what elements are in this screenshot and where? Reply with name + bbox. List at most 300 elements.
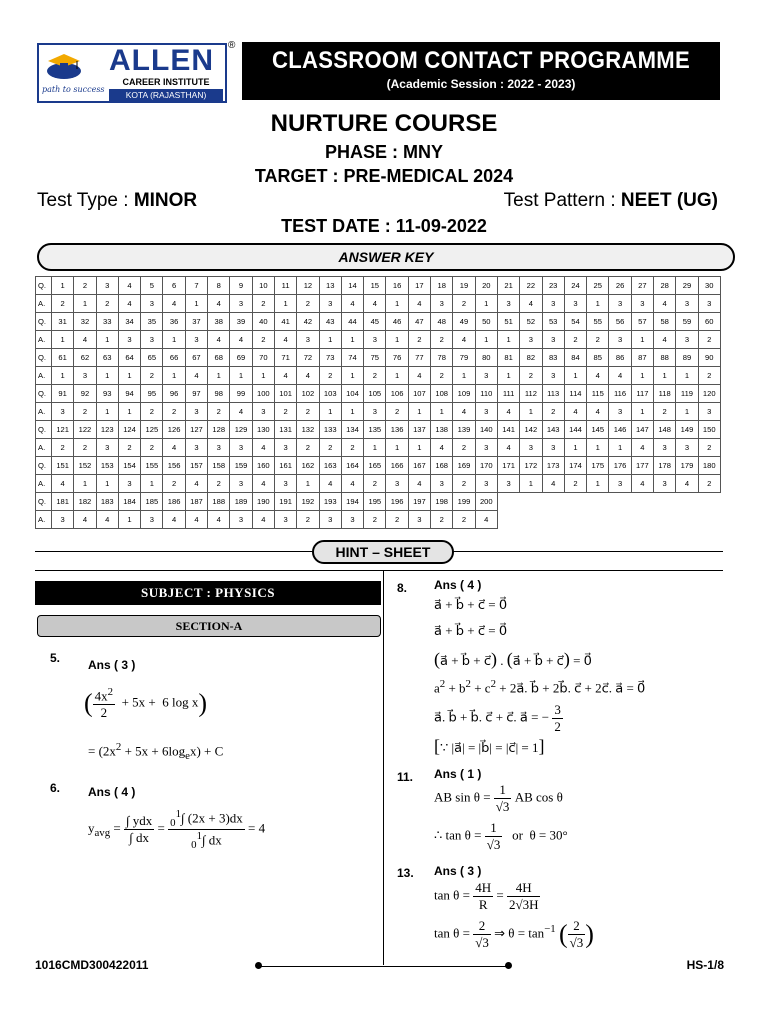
question-number-cell: 60 — [698, 313, 720, 331]
question-number-cell: 122 — [74, 421, 96, 439]
question-number-cell: 21 — [497, 277, 519, 295]
course-phase: PHASE : MNY — [324, 142, 443, 162]
answer-cell: 2 — [274, 403, 296, 421]
answer-cell: 1 — [96, 475, 118, 493]
question-number-cell: 43 — [319, 313, 341, 331]
answer-cell: 2 — [654, 403, 676, 421]
question-number-cell: 120 — [698, 385, 720, 403]
answer-cell: 3 — [542, 439, 564, 457]
answer-cell: 4 — [654, 331, 676, 349]
question-number-cell: 113 — [542, 385, 564, 403]
question-number-cell: 17 — [408, 277, 430, 295]
question-number-cell: 124 — [118, 421, 140, 439]
question-number-cell: 195 — [364, 493, 386, 511]
answer-cell: 4 — [52, 475, 74, 493]
answer-cell: 4 — [431, 439, 453, 457]
answer-cell: 4 — [497, 439, 519, 457]
answer-cell: 2 — [252, 295, 274, 313]
question-number-cell: 64 — [118, 349, 140, 367]
answer-cell: 2 — [542, 403, 564, 421]
question-number-cell: 93 — [96, 385, 118, 403]
answer-cell: 3 — [297, 331, 319, 349]
answer-cell: 1 — [96, 367, 118, 385]
empty-cell — [587, 511, 609, 529]
answer-cell: 2 — [141, 439, 163, 457]
question-number: 5. — [50, 651, 61, 665]
answer-cell: 1 — [609, 439, 631, 457]
answer-cell: 1 — [118, 367, 140, 385]
question-number-cell: 157 — [185, 457, 207, 475]
answer-cell: 1 — [408, 439, 430, 457]
question-number-cell: 150 — [698, 421, 720, 439]
question-number-cell: 95 — [141, 385, 163, 403]
answer-cell: 1 — [631, 331, 653, 349]
answer-cell: 3 — [520, 439, 542, 457]
question-number-cell: 92 — [74, 385, 96, 403]
answer-label: Ans ( 4 ) — [88, 785, 136, 799]
empty-cell — [564, 493, 586, 511]
question-number-cell: 68 — [208, 349, 230, 367]
question-number-cell: 119 — [676, 385, 698, 403]
question-row — [36, 349, 721, 367]
question-number-cell: 81 — [497, 349, 519, 367]
answer-cell: 4 — [364, 295, 386, 313]
answer-cell: 3 — [676, 295, 698, 313]
answer-cell: 3 — [520, 331, 542, 349]
question-number-cell: 118 — [654, 385, 676, 403]
question-number-cell: 184 — [118, 493, 140, 511]
answer-cell: 2 — [431, 367, 453, 385]
question-number-cell: 105 — [364, 385, 386, 403]
question-number-cell: 14 — [341, 277, 363, 295]
question-number-cell: 172 — [520, 457, 542, 475]
question-number-cell: 33 — [96, 313, 118, 331]
question-number-cell: 136 — [386, 421, 408, 439]
question-number: 13. — [397, 866, 414, 880]
answer-cell: 2 — [431, 331, 453, 349]
question-number-cell: 53 — [542, 313, 564, 331]
answer-cell: 1 — [252, 367, 274, 385]
answer-cell: 4 — [631, 439, 653, 457]
question-number-cell: 46 — [386, 313, 408, 331]
answer-cell: 2 — [208, 475, 230, 493]
answer-cell: 4 — [274, 331, 296, 349]
answer-cell: 4 — [185, 475, 207, 493]
answer-cell: 2 — [208, 403, 230, 421]
question-number-cell: 191 — [274, 493, 296, 511]
question-number-cell: 41 — [274, 313, 296, 331]
question-number-cell: 73 — [319, 349, 341, 367]
question-number-cell: 59 — [676, 313, 698, 331]
answer-cell: 3 — [185, 403, 207, 421]
answer-cell: 1 — [341, 331, 363, 349]
question-number-cell: 2 — [74, 277, 96, 295]
question-number-cell: 151 — [52, 457, 74, 475]
answer-cell: 1 — [341, 367, 363, 385]
answer-label: Ans ( 4 ) — [434, 578, 482, 592]
answer-cell: 2 — [297, 295, 319, 313]
question-number-cell: 75 — [364, 349, 386, 367]
answer-cell: 3 — [208, 439, 230, 457]
question-number-cell: 56 — [609, 313, 631, 331]
question-number-cell: 170 — [475, 457, 497, 475]
question-row — [36, 493, 721, 511]
question-row — [36, 313, 721, 331]
answer-cell: 4 — [208, 511, 230, 529]
question-number-cell: 28 — [654, 277, 676, 295]
question-number-cell: 74 — [341, 349, 363, 367]
answer-cell: 2 — [453, 295, 475, 313]
answer-cell: 2 — [698, 367, 720, 385]
mortarboard-icon — [44, 51, 84, 81]
question-number-cell: 200 — [475, 493, 497, 511]
question-number-cell: 104 — [341, 385, 363, 403]
question-number-cell: 5 — [141, 277, 163, 295]
question-number-cell: 11 — [274, 277, 296, 295]
solution-11-l1: AB sin θ = $\frac{1}{√3}$ AB cos θ — [434, 782, 563, 814]
question-number-cell: 55 — [587, 313, 609, 331]
answer-cell: 4 — [163, 439, 185, 457]
question-number-cell: 77 — [408, 349, 430, 367]
answer-cell: 4 — [252, 475, 274, 493]
question-number-cell: 70 — [252, 349, 274, 367]
question-number-cell: 32 — [74, 313, 96, 331]
answer-cell: 2 — [431, 511, 453, 529]
test-type — [37, 190, 197, 212]
answer-cell: 2 — [386, 511, 408, 529]
solution-5-step2: = $(2x^2 + 5x + 6\log_ex) + C$ — [88, 741, 224, 762]
empty-cell — [676, 511, 698, 529]
answer-cell: 1 — [52, 367, 74, 385]
question-row-label: Q. — [36, 313, 52, 331]
empty-cell — [609, 493, 631, 511]
answer-cell: 3 — [542, 367, 564, 385]
question-row — [36, 421, 721, 439]
question-number-cell: 89 — [676, 349, 698, 367]
answer-cell: 1 — [319, 331, 341, 349]
question-number-cell: 61 — [52, 349, 74, 367]
question-number-cell: 69 — [230, 349, 252, 367]
programme-banner — [242, 42, 720, 100]
question-number-cell: 97 — [185, 385, 207, 403]
question-number-cell: 30 — [698, 277, 720, 295]
answer-cell: 1 — [631, 403, 653, 421]
question-number-cell: 145 — [587, 421, 609, 439]
answer-cell: 2 — [141, 403, 163, 421]
answer-cell: 3 — [230, 475, 252, 493]
question-number-cell: 163 — [319, 457, 341, 475]
answer-cell: 4 — [230, 331, 252, 349]
question-number-cell: 185 — [141, 493, 163, 511]
answer-cell: 3 — [564, 295, 586, 313]
answer-cell: 3 — [676, 439, 698, 457]
answer-cell: 2 — [297, 511, 319, 529]
question-number-cell: 115 — [587, 385, 609, 403]
answer-cell: 3 — [609, 295, 631, 313]
answer-cell: 1 — [96, 403, 118, 421]
answer-cell: 1 — [52, 331, 74, 349]
question-number-cell: 24 — [564, 277, 586, 295]
answer-cell: 2 — [453, 511, 475, 529]
answer-cell: 4 — [408, 295, 430, 313]
section-header: SECTION-A — [37, 615, 381, 637]
question-number-cell: 180 — [698, 457, 720, 475]
footer-dot — [505, 962, 512, 969]
answer-cell: 2 — [587, 331, 609, 349]
solution-13-l2: tan θ = $\frac{2}{√3}$ ⇒ $\theta = \tan^{-1}$ ( $\frac{2}{√3}$ ) — [434, 918, 594, 950]
answer-cell: 4 — [208, 295, 230, 313]
answer-cell: 3 — [497, 295, 519, 313]
question-row-label: Q. — [36, 385, 52, 403]
question-number-cell: 103 — [319, 385, 341, 403]
answer-cell: 2 — [520, 367, 542, 385]
answer-label: Ans ( 1 ) — [434, 767, 482, 781]
empty-cell — [631, 493, 653, 511]
test-date: TEST DATE : 11-09-2022 — [281, 216, 487, 236]
answer-cell: 3 — [698, 295, 720, 313]
question-number-cell: 58 — [654, 313, 676, 331]
question-number-cell: 29 — [676, 277, 698, 295]
answer-cell: 1 — [654, 367, 676, 385]
answer-cell: 3 — [274, 439, 296, 457]
question-number-cell: 121 — [52, 421, 74, 439]
answer-cell: 3 — [141, 511, 163, 529]
question-number-cell: 198 — [431, 493, 453, 511]
course-name: NURTURE COURSE — [270, 110, 498, 137]
answer-cell: 3 — [230, 295, 252, 313]
answer-cell: 3 — [654, 439, 676, 457]
answer-cell: 4 — [609, 367, 631, 385]
question-number-cell: 36 — [163, 313, 185, 331]
question-number-cell: 182 — [74, 493, 96, 511]
answer-cell: 2 — [252, 331, 274, 349]
page-number: HS-1/8 — [686, 958, 724, 972]
test-type-value: MINOR — [133, 190, 198, 211]
question-number-cell: 85 — [587, 349, 609, 367]
question-number-cell: 199 — [453, 493, 475, 511]
answer-row-label: A. — [36, 331, 52, 349]
answer-cell: 1 — [587, 295, 609, 313]
question-number-cell: 34 — [118, 313, 140, 331]
answer-cell: 1 — [475, 295, 497, 313]
answer-cell: 4 — [408, 367, 430, 385]
answer-cell: 2 — [386, 403, 408, 421]
answer-cell: 1 — [319, 403, 341, 421]
answer-cell: 1 — [676, 403, 698, 421]
question-number-cell: 16 — [386, 277, 408, 295]
answer-cell: 1 — [386, 439, 408, 457]
answer-row — [36, 295, 721, 313]
question-number-cell: 178 — [654, 457, 676, 475]
question-number-cell: 173 — [542, 457, 564, 475]
answer-key-table — [35, 276, 721, 529]
answer-cell: 1 — [497, 331, 519, 349]
question-number-cell: 147 — [631, 421, 653, 439]
logo-institute: CAREER INSTITUTE — [122, 77, 210, 87]
question-number-cell: 130 — [252, 421, 274, 439]
question-number-cell: 112 — [520, 385, 542, 403]
question-number-cell: 146 — [609, 421, 631, 439]
answer-cell: 1 — [74, 475, 96, 493]
question-number-cell: 142 — [520, 421, 542, 439]
banner-title: CLASSROOM CONTACT PROGRAMME — [272, 47, 690, 74]
empty-cell — [609, 511, 631, 529]
question-number-cell: 189 — [230, 493, 252, 511]
answer-cell: 1 — [564, 367, 586, 385]
answer-cell: 3 — [364, 403, 386, 421]
question-number-cell: 44 — [341, 313, 363, 331]
answer-cell: 4 — [408, 475, 430, 493]
question-number-cell: 98 — [208, 385, 230, 403]
answer-cell: 4 — [564, 403, 586, 421]
answer-cell: 1 — [520, 403, 542, 421]
answer-cell: 1 — [453, 367, 475, 385]
answer-cell: 1 — [475, 331, 497, 349]
question-number-cell: 133 — [319, 421, 341, 439]
test-pattern-value: NEET (UG) — [620, 190, 718, 211]
question-number-cell: 181 — [52, 493, 74, 511]
question-number-cell: 25 — [587, 277, 609, 295]
document-code: 1016CMD300422011 — [35, 958, 149, 972]
answer-cell: 3 — [609, 331, 631, 349]
question-row-label: Q. — [36, 277, 52, 295]
answer-cell: 3 — [698, 403, 720, 421]
answer-cell: 3 — [408, 511, 430, 529]
solution-13-l1: tan θ = $\frac{4H}{R}$ = $\frac{4H}{2√3H}$ — [434, 880, 539, 912]
question-number-cell: 18 — [431, 277, 453, 295]
answer-cell: 1 — [74, 295, 96, 313]
question-number-cell: 179 — [676, 457, 698, 475]
answer-cell: 2 — [564, 475, 586, 493]
answer-cell: 3 — [74, 367, 96, 385]
question-number-cell: 8 — [208, 277, 230, 295]
question-number-cell: 106 — [386, 385, 408, 403]
question-number-cell: 140 — [475, 421, 497, 439]
answer-row — [36, 475, 721, 493]
question-number-cell: 82 — [520, 349, 542, 367]
answer-cell: 1 — [497, 367, 519, 385]
answer-cell: 2 — [364, 367, 386, 385]
answer-cell: 1 — [364, 439, 386, 457]
answer-cell: 4 — [676, 475, 698, 493]
empty-cell — [564, 511, 586, 529]
answer-cell: 2 — [341, 439, 363, 457]
question-number-cell: 168 — [431, 457, 453, 475]
question-number-cell: 126 — [163, 421, 185, 439]
answer-cell: 4 — [163, 511, 185, 529]
question-number-cell: 127 — [185, 421, 207, 439]
question-number-cell: 99 — [230, 385, 252, 403]
question-number-cell: 67 — [185, 349, 207, 367]
question-number-cell: 94 — [118, 385, 140, 403]
answer-cell: 2 — [52, 439, 74, 457]
answer-cell: 2 — [96, 295, 118, 313]
question-number-cell: 65 — [141, 349, 163, 367]
answer-cell: 1 — [274, 295, 296, 313]
question-number-cell: 159 — [230, 457, 252, 475]
question-number-cell: 13 — [319, 277, 341, 295]
answer-cell: 1 — [564, 439, 586, 457]
question-number-cell: 138 — [431, 421, 453, 439]
answer-cell: 3 — [319, 295, 341, 313]
answer-cell: 3 — [475, 439, 497, 457]
answer-cell: 3 — [52, 511, 74, 529]
question-number-cell: 47 — [408, 313, 430, 331]
answer-row — [36, 403, 721, 421]
answer-cell: 3 — [319, 511, 341, 529]
answer-cell: 3 — [118, 475, 140, 493]
question-number-cell: 38 — [208, 313, 230, 331]
logo-city: KOTA (RAJASTHAN) — [109, 89, 223, 101]
answer-cell: 3 — [475, 403, 497, 421]
question-number-cell: 186 — [163, 493, 185, 511]
answer-cell: 2 — [74, 403, 96, 421]
question-number-cell: 125 — [141, 421, 163, 439]
answer-cell: 1 — [431, 403, 453, 421]
question-number-cell: 63 — [96, 349, 118, 367]
answer-cell: 1 — [208, 367, 230, 385]
answer-cell: 3 — [609, 403, 631, 421]
question-number-cell: 175 — [587, 457, 609, 475]
question-number-cell: 48 — [431, 313, 453, 331]
solution-8-l6: [∵ |a⃗| = |b⃗| = |c⃗| = 1] — [434, 736, 545, 756]
answer-cell: 1 — [230, 367, 252, 385]
question-number: 11. — [397, 770, 414, 784]
question-number-cell: 176 — [609, 457, 631, 475]
answer-cell: 4 — [185, 511, 207, 529]
question-number-cell: 84 — [564, 349, 586, 367]
question-number-cell: 4 — [118, 277, 140, 295]
question-number: 8. — [397, 581, 408, 595]
answer-cell: 4 — [274, 367, 296, 385]
solution-8-l4: $a^2 + b^2 + c^2$ + 2a⃗. b⃗ + 2b⃗. c⃗ + 2c⃗. a⃗ = 0⃗ — [434, 678, 646, 696]
empty-cell — [497, 511, 519, 529]
answer-cell: 4 — [587, 367, 609, 385]
answer-row — [36, 439, 721, 457]
question-number-cell: 15 — [364, 277, 386, 295]
question-number-cell: 132 — [297, 421, 319, 439]
question-number-cell: 26 — [609, 277, 631, 295]
answer-cell: 1 — [408, 403, 430, 421]
answer-cell: 3 — [364, 331, 386, 349]
question-number-cell: 152 — [74, 457, 96, 475]
answer-cell: 2 — [52, 295, 74, 313]
empty-cell — [587, 493, 609, 511]
question-number-cell: 71 — [274, 349, 296, 367]
question-number-cell: 154 — [118, 457, 140, 475]
answer-cell: 1 — [386, 295, 408, 313]
empty-cell — [542, 493, 564, 511]
empty-cell — [654, 493, 676, 511]
answer-cell: 3 — [631, 295, 653, 313]
answer-cell: 1 — [118, 403, 140, 421]
question-number-cell: 100 — [252, 385, 274, 403]
question-number-cell: 155 — [141, 457, 163, 475]
question-number-cell: 141 — [497, 421, 519, 439]
solution-5-step1: ( $\frac{4x^2}{2}$ + 5x + 6 log x) — [84, 686, 208, 721]
answer-cell: 1 — [341, 403, 363, 421]
question-number-cell: 190 — [252, 493, 274, 511]
question-number-cell: 188 — [208, 493, 230, 511]
question-number-cell: 158 — [208, 457, 230, 475]
question-row — [36, 385, 721, 403]
answer-row-label: A. — [36, 439, 52, 457]
answer-cell: 4 — [542, 475, 564, 493]
answer-cell: 3 — [475, 475, 497, 493]
answer-cell: 3 — [341, 511, 363, 529]
question-number-cell: 9 — [230, 277, 252, 295]
question-number-cell: 148 — [654, 421, 676, 439]
